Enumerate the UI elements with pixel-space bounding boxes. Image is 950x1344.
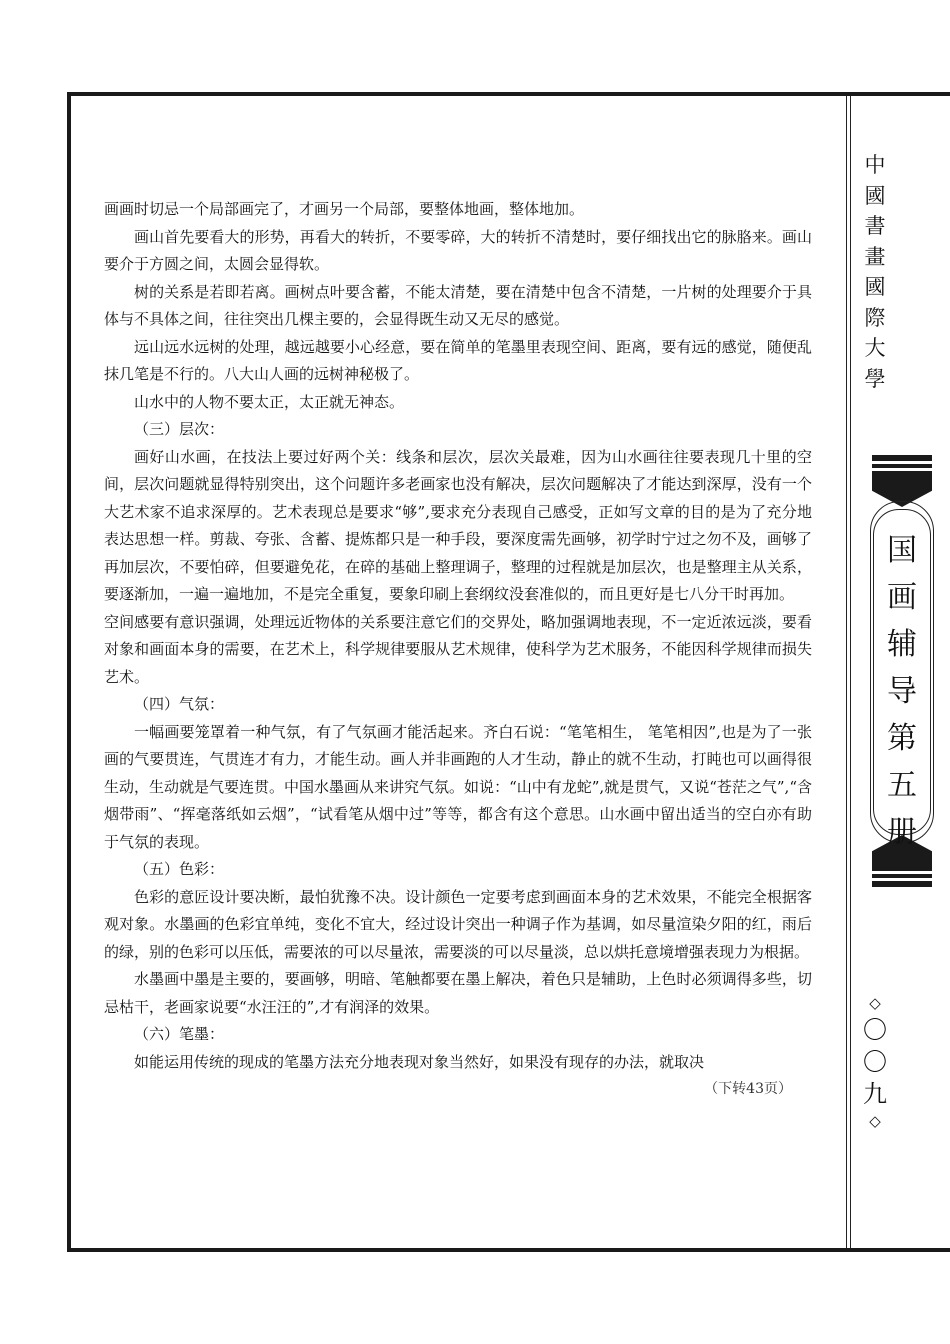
paragraph: 如能运用传统的现成的笔墨方法充分地表现对象当然好，如果没有现存的办法，就取决 — [134, 1052, 705, 1071]
page-number-digit: 九 — [863, 1080, 887, 1108]
paragraph: 远山远水远树的处理，越远越要小心经意，要在简单的笔墨里表现空间、距离，要有远的感觉，随便乱抹几笔是不行的。八大山人画的远树神秘极了。 — [104, 337, 812, 383]
page-number-digit: 〇 — [863, 1048, 887, 1076]
journal-title-char: 中 — [864, 153, 886, 177]
paragraph: 画好山水画，在技法上要过好两个关：线条和层次，层次关最难，因为山水画往往要表现几十里的空间，层次问题就显得特别突出，这个问题许多老画家也没有解决，层次问题解决了才能达到深厚，没有一个大艺术家不追求深厚的。艺术表现总是要求“够”,要求充分表现自己感受，正如写文章的目的是为了充分地表达思想一样。剪裁、夸张、含蓄、提炼都只是一种手段，要深度需先画够，初学时宁过之勿不及，画够了再加层次，不要怕碎，但要避免花，在碎的基础上整理调子，整理的过程就是加层次，也是整理主从关系，要逐渐加，一遍一遍地加，不是完全重复，要象印刷上套纲纹没套准似的，而且更好是七八分干时再加。 — [104, 447, 812, 603]
volume-cartouche — [866, 455, 938, 887]
section-heading: （三）层次： — [134, 420, 225, 438]
continuation-note: （下转43页） — [704, 1081, 792, 1097]
paragraph: 空间感要有意识强调，处理远近物体的关系要注意它们的交界处，略加强调地表现，不一定近浓远淡，要看对象和画面本身的需要，在艺术上，科学规律要服从艺术规律，使科学为艺术服务，不能因科学规律而损失艺术。 — [104, 612, 812, 686]
paragraph: 画画时切忌一个局部画完了，才画另一个局部，要整体地画，整体地加。 — [104, 200, 585, 218]
paragraph: 水墨画中墨是主要的，要画够，明暗、笔触都要在墨上解决，着色只是辅助，上色时必须调得多些，切忌枯干，老画家说要“水汪汪的”,才有润泽的效果。 — [104, 970, 812, 1016]
sidebar-divider — [850, 96, 851, 1248]
volume-title-char: 五 — [887, 768, 917, 803]
journal-title — [860, 150, 890, 394]
page-number — [860, 992, 890, 1132]
cartouche-ornament — [872, 455, 932, 461]
cartouche-ornament — [872, 881, 932, 887]
page-number-digit: 〇 — [863, 1016, 887, 1044]
diamond-ornament: ◇ — [869, 1112, 881, 1130]
section-heading: （四）气氛： — [134, 695, 225, 713]
journal-title-char: 際 — [864, 305, 886, 330]
cartouche-ornament — [872, 464, 932, 468]
paragraph: 树的关系是若即若离。画树点叶要含蓄，不能太清楚，要在清楚中包含不清楚，一片树的处理要介于具体与不具体之间，往往突出几棵主要的，会显得既生动又无尽的感觉。 — [104, 282, 812, 328]
paragraph: 色彩的意匠设计要决断，最怕犹豫不决。设计颜色一定要考虑到画面本身的艺术效果，不能完全根据客观对象。水墨画的色彩宜单纯，变化不宜大，经过设计突出一种调子作为基调，如尽量渲染夕阳的红，雨后的绿，别的色彩可以压低，需要浓的可以尽量浓，需要淡的可以尽量淡，总以烘托意境增强表现力为根据。 — [104, 887, 812, 961]
journal-title-char: 畫 — [864, 244, 886, 269]
sidebar-divider — [846, 96, 847, 1248]
diamond-ornament: ◇ — [869, 994, 881, 1012]
page-frame-top — [67, 92, 950, 96]
page-frame-left — [67, 92, 71, 1252]
paragraph: 一幅画要笼罩着一种气氛，有了气氛画才能活起来。齐白石说：“笔笔相生， 笔笔相因”,也是为了一张画的气要贯连，气贯连才有力，才能生动。画人并非画跑的人才生动，静止的就不生动，打盹也可以画得很生动，生动就是气要连贯。中国水墨画从来讲究气氛。如说：“山中有龙蛇”,就是贯气，又说“苍茫之气”,“含烟带雨”、“挥毫落纸如云烟”，“试看笔从烟中过”等等，都含有这个意思。山水画中留出适当的空白亦有助于气氛的表现。 — [104, 722, 812, 851]
paragraph: 山水中的人物不要太正，太正就无神态。 — [134, 392, 405, 411]
paragraph: 画山首先要看大的形势，再看大的转折，不要零碎，大的转折不清楚时，要仔细找出它的脉胳来。画山要介于方圆之间，太圆会显得软。 — [104, 227, 812, 273]
section-heading: （五）色彩： — [134, 860, 225, 878]
journal-title-char: 大 — [864, 336, 886, 360]
volume-title-char: 导 — [887, 674, 917, 709]
volume-title-char: 画 — [887, 580, 917, 615]
volume-title — [882, 527, 922, 856]
article-body — [104, 196, 812, 1104]
volume-title-char: 国 — [887, 533, 917, 568]
page-frame-bottom — [67, 1248, 950, 1252]
journal-title-char: 國 — [864, 183, 886, 208]
volume-title-char: 第 — [887, 721, 917, 756]
journal-title-char: 國 — [864, 275, 886, 299]
volume-title-char: 册 — [887, 815, 917, 850]
volume-title-char: 辅 — [887, 627, 917, 662]
cartouche-ornament — [872, 874, 932, 878]
section-heading: （六）笔墨： — [134, 1025, 225, 1043]
journal-title-char: 學 — [864, 366, 886, 391]
journal-title-char: 書 — [864, 214, 886, 238]
